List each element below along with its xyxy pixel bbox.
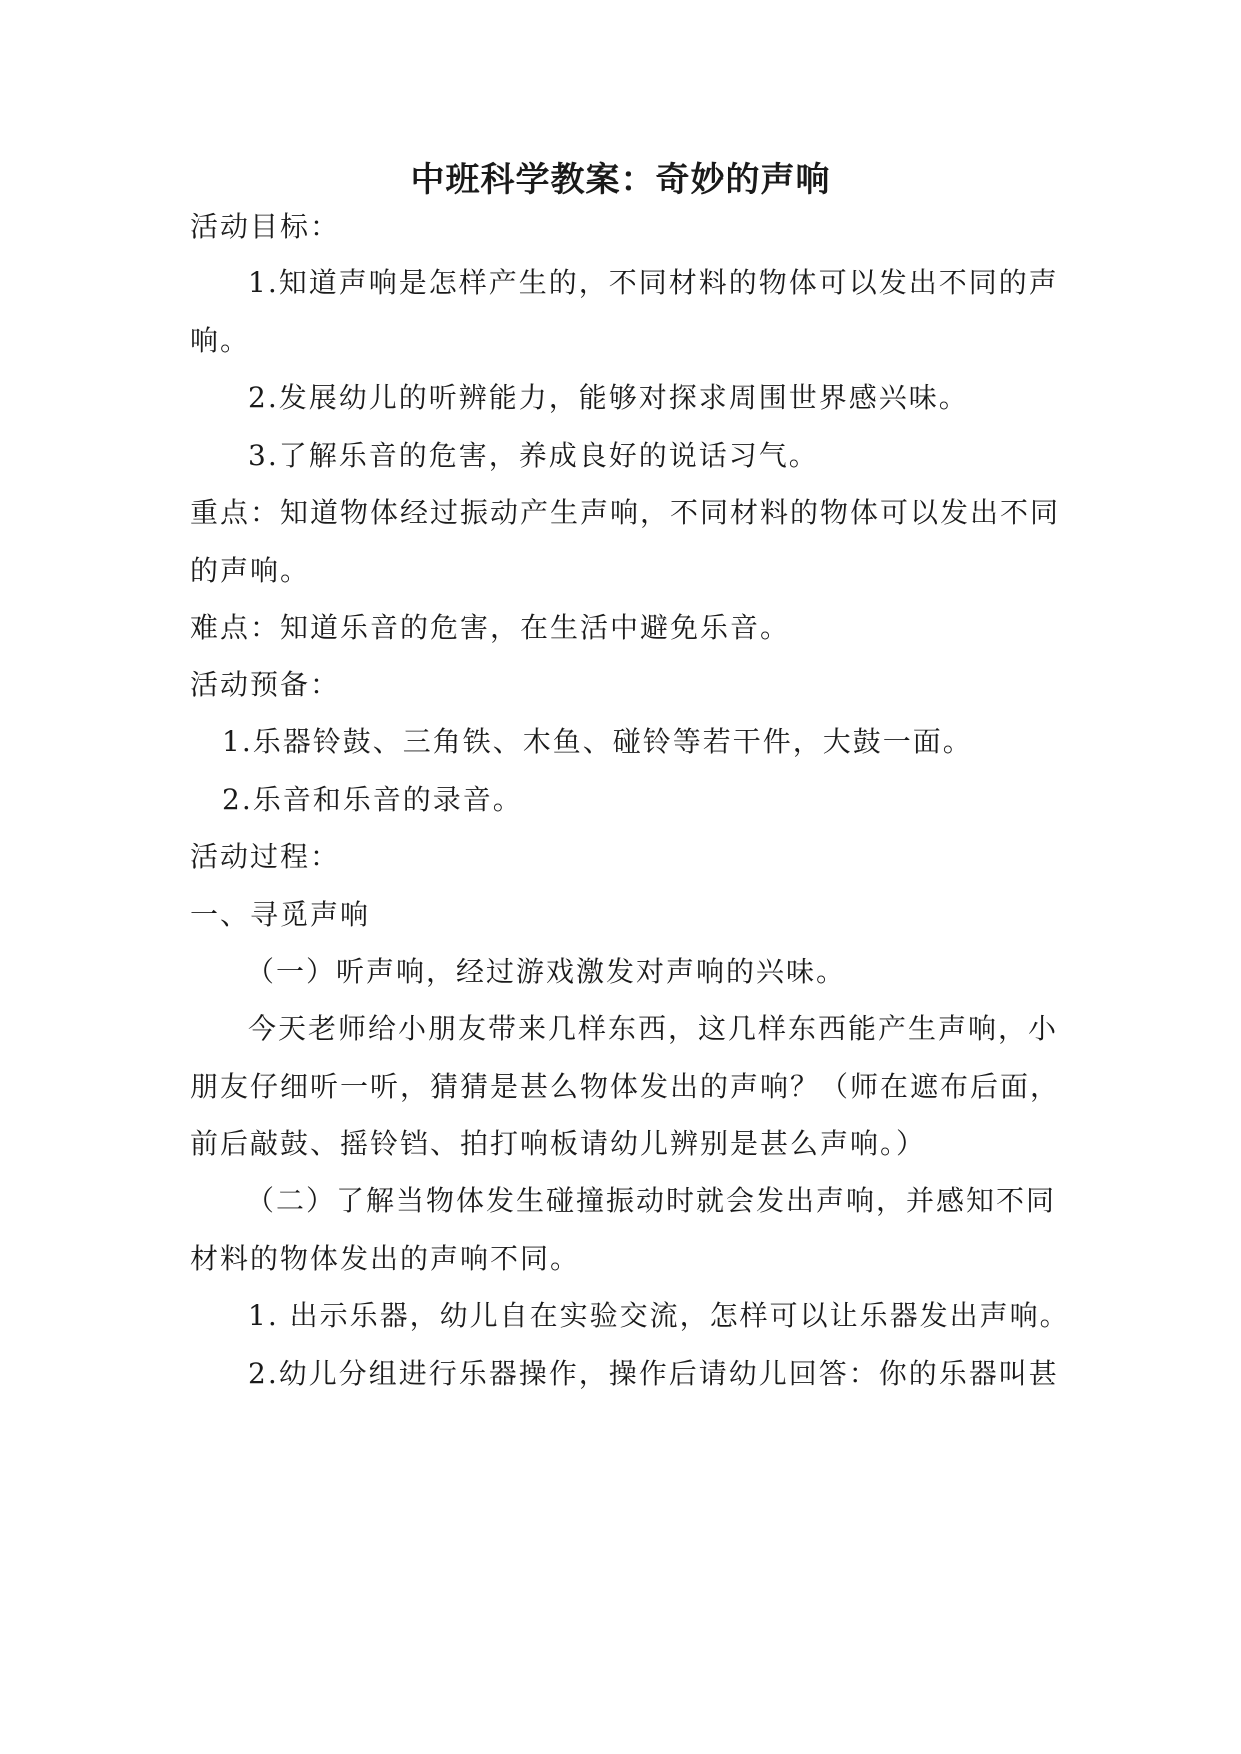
preparation-1: 1.乐器铃鼓、三角铁、木鱼、碰铃等若干件，大鼓一面。 bbox=[222, 725, 973, 758]
difficult-point: 难点：知道乐音的危害，在生活中避免乐音。 bbox=[190, 611, 791, 644]
paragraph-line: 前后敲鼓、摇铃铛、拍打响板请幼儿辨别是甚么声响。） bbox=[190, 1127, 927, 1160]
key-point: 重点：知道物体经过振动产生声响，不同材料的物体可以发出不同 bbox=[190, 496, 1061, 529]
key-point-continued: 的声响。 bbox=[190, 554, 311, 587]
section-heading-process: 活动过程： bbox=[190, 840, 341, 873]
objective-2: 2.发展幼儿的听辨能力，能够对探求周围世界感兴味。 bbox=[248, 381, 969, 414]
process-step-2-continued: 材料的物体发出的声响不同。 bbox=[190, 1242, 581, 1275]
preparation-2: 2.乐音和乐音的录音。 bbox=[222, 783, 523, 816]
paragraph-line: 朋友仔细听一听，猜猜是甚么物体发出的声响？（师在遮布后面， bbox=[190, 1070, 1061, 1103]
paragraph-line: 今天老师给小朋友带来几样东西，这几样东西能产生声响，小 bbox=[248, 1012, 1059, 1045]
objective-3: 3.了解乐音的危害，养成良好的说话习气。 bbox=[248, 439, 819, 472]
process-item-1: 1. 出示乐器，幼儿自在实验交流，怎样可以让乐器发出声响。 bbox=[248, 1299, 1070, 1332]
process-item-2: 2.幼儿分组进行乐器操作，操作后请幼儿回答：你的乐器叫甚 bbox=[248, 1357, 1059, 1390]
process-step-2-heading: （二）了解当物体发生碰撞振动时就会发出声响，并感知不同 bbox=[246, 1184, 1057, 1217]
process-step-1-heading: （一）听声响，经过游戏激发对声响的兴味。 bbox=[246, 955, 847, 988]
section-heading-preparation: 活动预备： bbox=[190, 668, 341, 701]
objective-1: 1.知道声响是怎样产生的，不同材料的物体可以发出不同的声 bbox=[248, 266, 1059, 299]
objective-1-continued: 响。 bbox=[190, 324, 251, 357]
process-part-1-heading: 一、寻觅声响 bbox=[190, 898, 371, 931]
section-heading-objectives: 活动目标： bbox=[190, 210, 341, 243]
document-title: 中班科学教案：奇妙的声响 bbox=[410, 160, 831, 200]
